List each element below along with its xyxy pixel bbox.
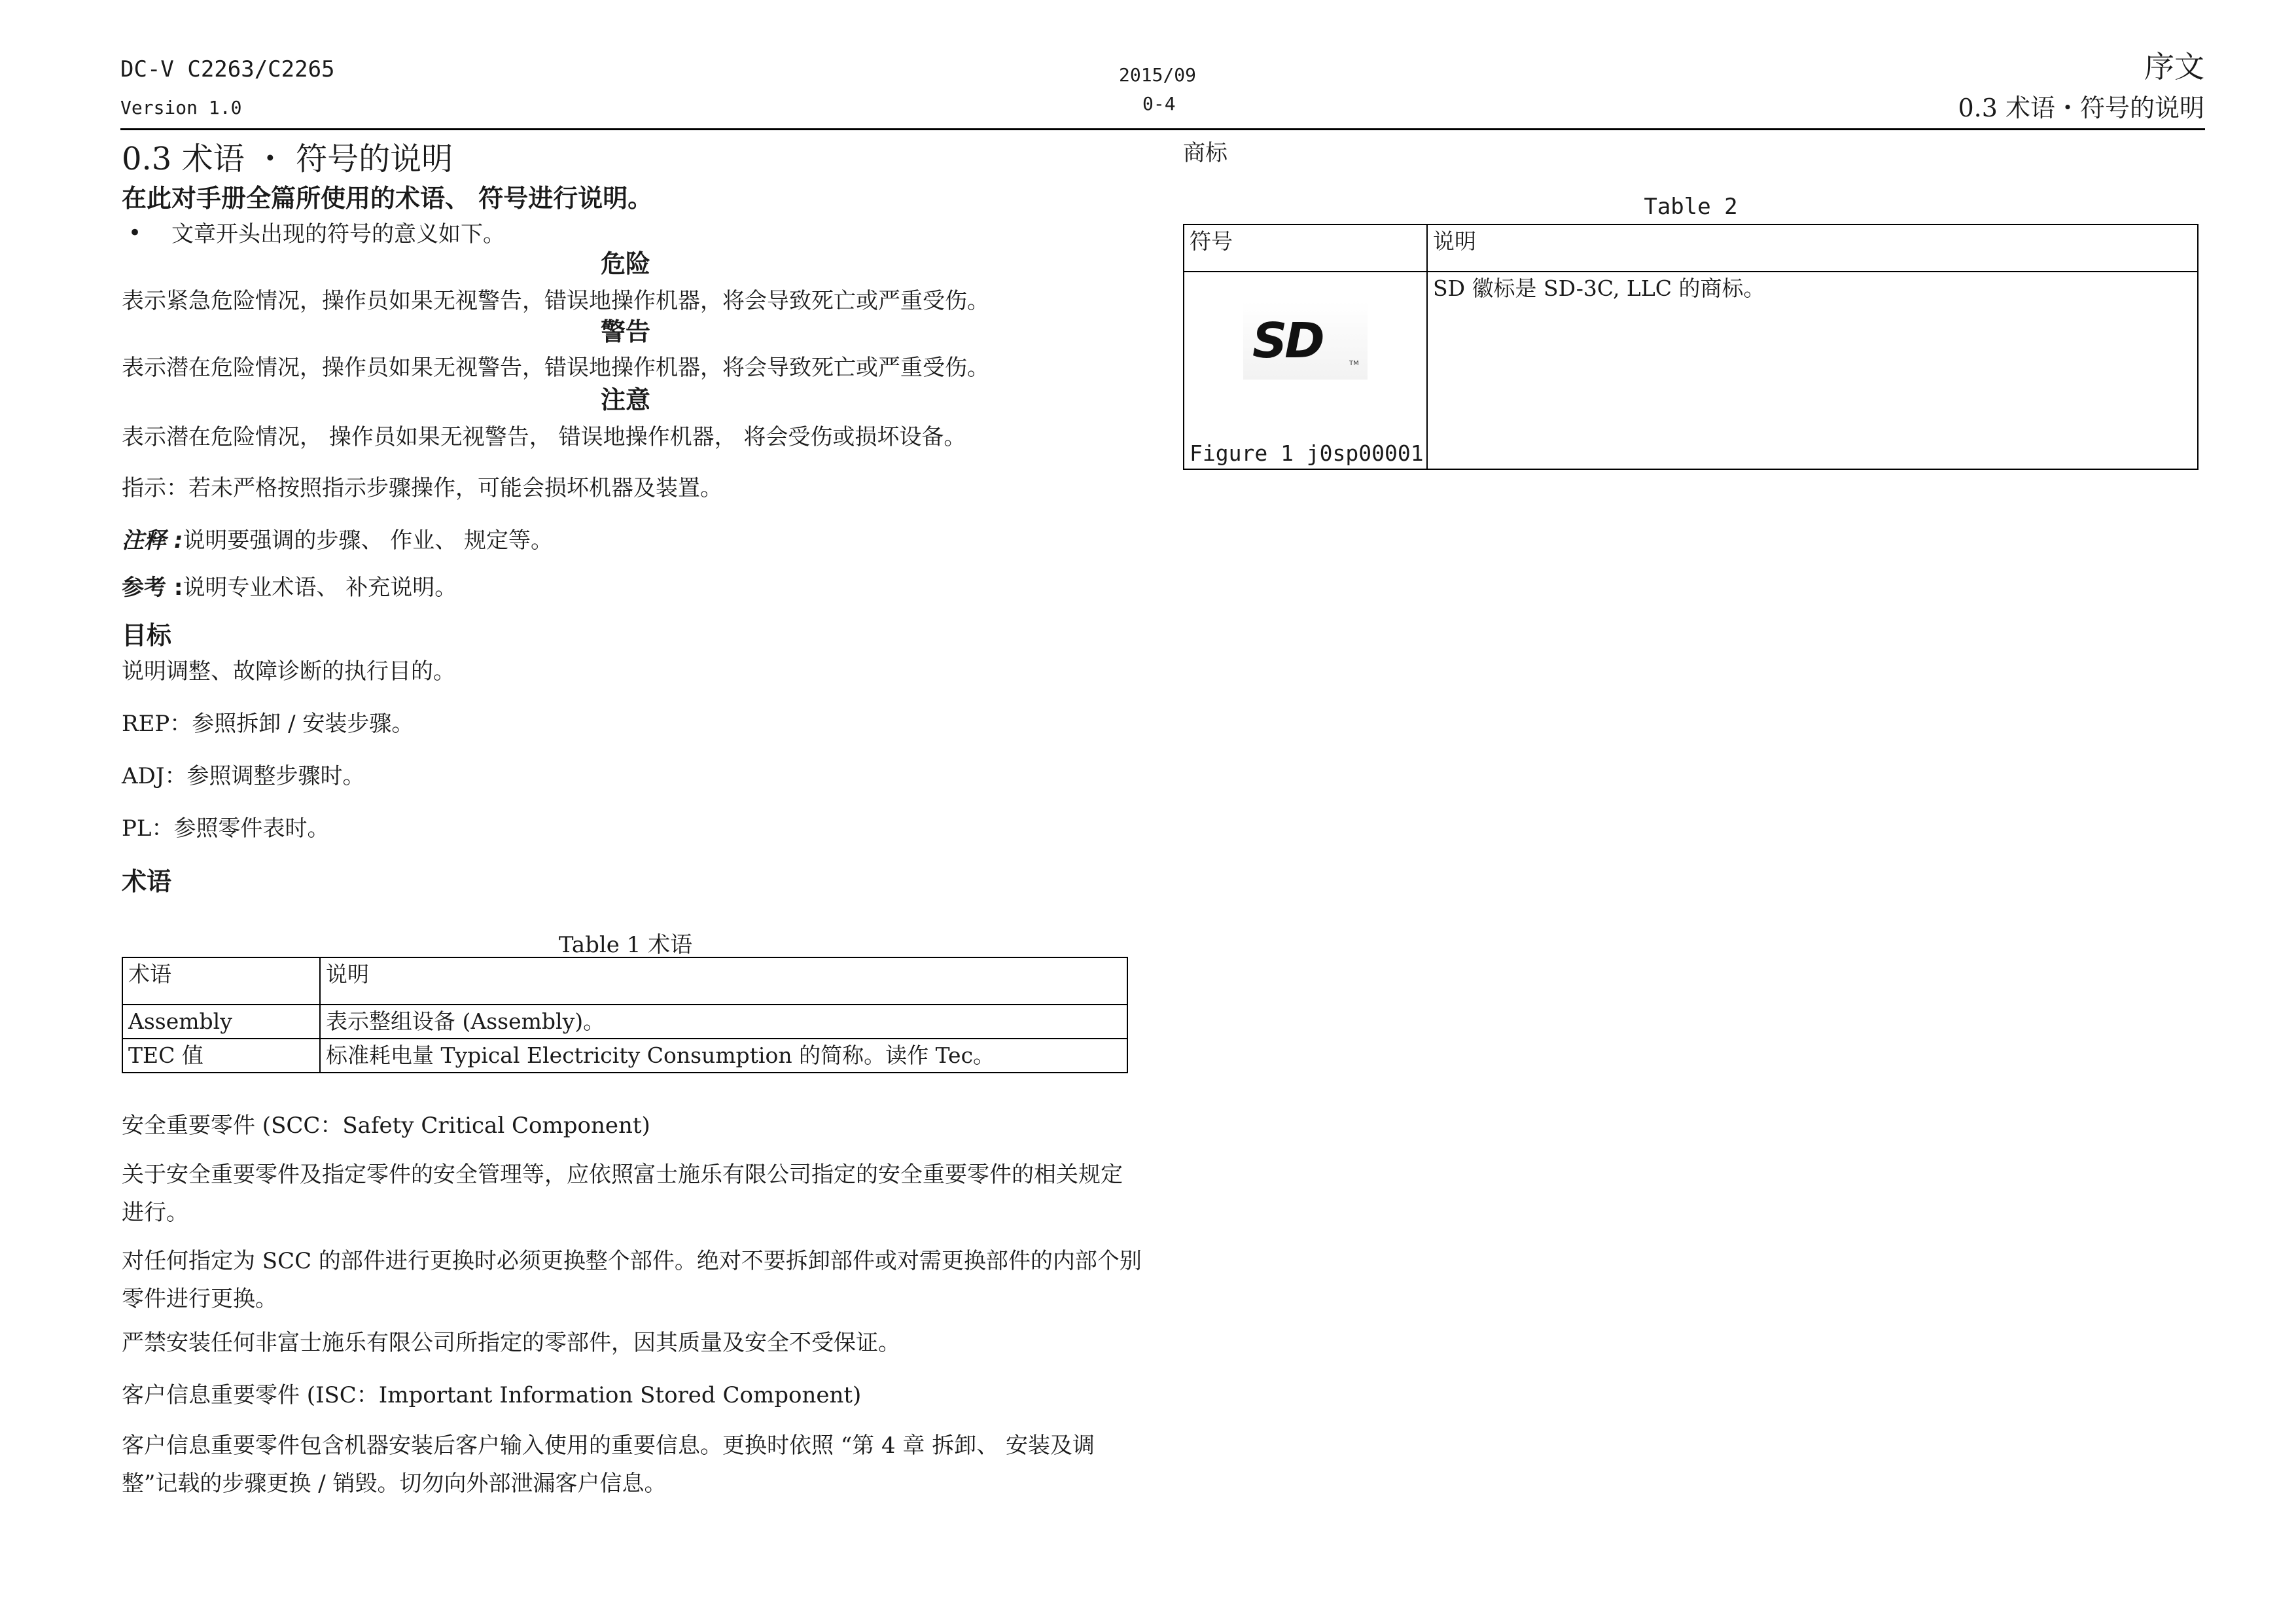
table-cell-description: 标准耗电量 Typical Electricity Consumption 的简称。读作 Tec。 <box>320 1039 1127 1073</box>
danger-text: 表示紧急危险情况，操作员如果无视警告，错误地操作机器，将会导致死亡或严重受伤。 <box>122 288 989 314</box>
adj-text: ADJ：参照调整步骤时。 <box>122 763 365 789</box>
note-label: 注释 : <box>122 527 183 554</box>
scc-paragraph-1: 关于安全重要零件及指定零件的安全管理等，应依照富士施乐有限公司指定的安全重要零件的相关规定进行。 <box>122 1162 1123 1226</box>
table-cell-term: TEC 值 <box>122 1039 320 1073</box>
isc-heading: 客户信息重要零件 (ISC：Important Information Stored Component) <box>122 1382 862 1408</box>
chapter-title: 序文 <box>2144 49 2204 84</box>
figure-caption: Figure 1 j0sp00001 <box>1190 440 1424 466</box>
warning-text: 表示潜在危险情况，操作员如果无视警告，错误地操作机器，将会导致死亡或严重受伤。 <box>122 355 989 381</box>
table-cell-description: SD 徽标是 SD-3C, LLC 的商标。 <box>1427 272 2198 469</box>
table-row <box>122 1005 1127 1039</box>
table1-caption: Table 1 术语 <box>558 932 693 958</box>
trademark-heading: 商标 <box>1183 140 1227 166</box>
purpose-text: 说明调整、故障诊断的执行目的。 <box>122 658 455 685</box>
table-cell-description: 表示整组设备 (Assembly)。 <box>320 1005 1127 1039</box>
table-header-term: 术语 <box>122 957 320 1005</box>
sd-figure <box>1184 272 1426 469</box>
rep-text: REP：参照拆卸 / 安装步骤。 <box>122 711 414 737</box>
caution-heading: 注意 <box>600 385 650 414</box>
scc-paragraph-2: 对任何指定为 SCC 的部件进行更换时必须更换整个部件。绝对不要拆卸部件或对需更换部件的内部个别零件进行更换。 <box>122 1248 1142 1312</box>
table-header-row <box>1184 224 2198 272</box>
pl-text: PL：参照零件表时。 <box>122 815 330 842</box>
caution-text: 表示潜在危险情况， 操作员如果无视警告， 错误地操作机器， 将会受伤或损坏设备。 <box>122 424 966 450</box>
trademark-table <box>1183 224 2199 470</box>
purpose-heading: 目标 <box>122 621 172 650</box>
section-header: 0.3 术语・符号的说明 <box>1958 94 2204 122</box>
isc-paragraph: 客户信息重要零件包含机器安装后客户输入使用的重要信息。更换时依照 “第 4 章 拆卸、 安装及调整”记载的步骤更换 / 销毁。切勿向外部泄漏客户信息。 <box>122 1433 1095 1497</box>
reference-text: 说明专业术语、 补充说明。 <box>183 575 457 601</box>
section-intro: 在此对手册全篇所使用的术语、 符号进行说明。 <box>122 184 653 213</box>
document-date: 2015/09 <box>1119 64 1197 86</box>
table-cell-symbol <box>1184 272 1427 469</box>
instruction-text: 指示：若未严格按照指示步骤操作，可能会损坏机器及装置。 <box>122 475 722 501</box>
danger-heading: 危险 <box>600 249 650 278</box>
reference-label: 参考 : <box>122 575 183 601</box>
page-number: 0-4 <box>1142 93 1176 115</box>
sd-logo-icon <box>1243 301 1368 380</box>
section-title: 0.3 术语 ・ 符号的说明 <box>122 141 453 177</box>
reference-line <box>122 569 457 601</box>
bullet-icon: • <box>128 220 142 246</box>
table-header-description: 说明 <box>320 957 1127 1005</box>
header-divider <box>120 128 2205 130</box>
table-header-symbol: 符号 <box>1184 224 1427 272</box>
table-header-description: 说明 <box>1427 224 2198 272</box>
warning-heading: 警告 <box>600 317 650 346</box>
note-line <box>122 522 553 554</box>
sd-logo-tm: TM <box>1349 360 1359 367</box>
table-row <box>1184 272 2198 469</box>
scc-paragraph-3: 严禁安装任何非富士施乐有限公司所指定的零部件，因其质量及安全不受保证。 <box>122 1330 900 1356</box>
note-text: 说明要强调的步骤、 作业、 规定等。 <box>183 527 554 554</box>
bullet-text: 文章开头出现的符号的意义如下。 <box>171 221 505 247</box>
table-cell-term: Assembly <box>122 1005 320 1039</box>
scc-heading: 安全重要零件 (SCC：Safety Critical Component) <box>122 1113 650 1139</box>
terms-heading: 术语 <box>122 867 172 896</box>
table2-caption: Table 2 <box>1644 194 1738 220</box>
table-row <box>122 1039 1127 1073</box>
sd-logo-text: SD <box>1252 313 1322 369</box>
terms-table <box>122 957 1128 1073</box>
document-version: Version 1.0 <box>120 97 242 118</box>
table-header-row <box>122 957 1127 1005</box>
document-model: DC-V C2263/C2265 <box>120 56 335 82</box>
